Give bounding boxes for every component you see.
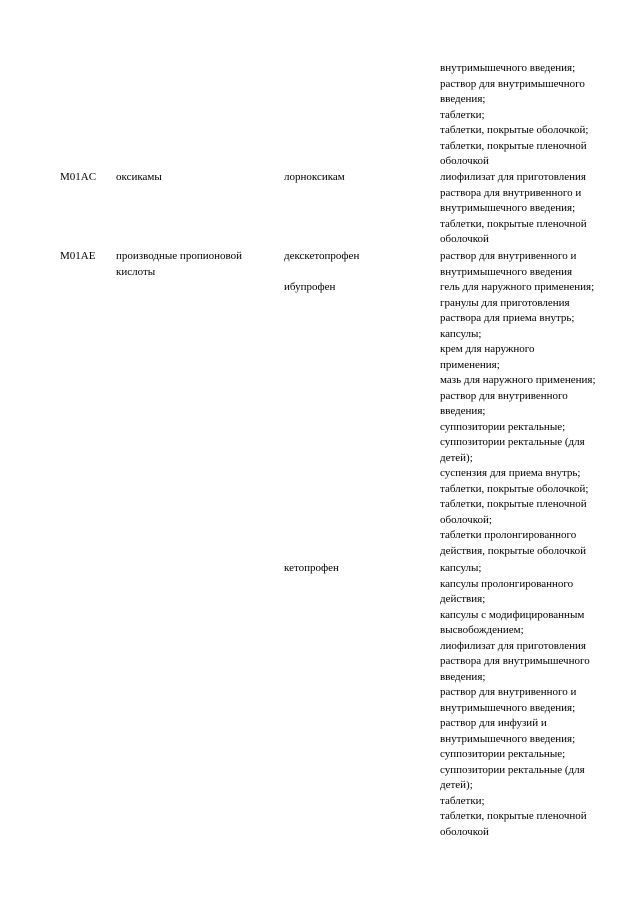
form-line: раствор для внутривенного и: [440, 686, 577, 698]
form-line: капсулы с модифицированным: [440, 608, 585, 621]
drug-name: кетопрофен: [284, 562, 339, 574]
form-line: капсулы пролонгированного: [440, 577, 574, 590]
form-line: раствор для внутривенного и: [440, 250, 577, 262]
form-line: таблетки;: [440, 794, 485, 807]
form-line: внутримышечного введения;: [440, 202, 576, 214]
form-line: лиофилизат для приготовления: [440, 639, 586, 652]
form-line: детей);: [440, 451, 473, 464]
form-line: таблетки, покрытые оболочкой;: [440, 124, 589, 136]
form-line: оболочкой: [440, 155, 489, 167]
form-line: действия, покрытые оболочкой: [440, 544, 587, 557]
dosage-forms: [440, 280, 620, 559]
drug-name: декскетопрофен: [284, 250, 360, 262]
atc-code: M01AC: [60, 171, 97, 183]
form-line: раствор для внутривенного: [440, 389, 568, 402]
dosage-forms: [440, 61, 620, 170]
form-line: внутримышечного введения;: [440, 62, 576, 74]
form-line: суспензия для приема внутрь;: [440, 467, 581, 479]
form-line: гель для наружного применения;: [440, 281, 595, 293]
group-name: [116, 249, 276, 280]
form-line: капсулы;: [440, 327, 482, 340]
form-line: введения;: [440, 670, 486, 683]
form-line: гранулы для приготовления: [440, 296, 570, 309]
form-line: таблетки, покрытые пленочной: [440, 139, 587, 152]
form-line: оболочкой;: [440, 513, 492, 526]
dosage-forms: [440, 249, 620, 280]
form-line: раствор для внутримышечного: [440, 77, 585, 90]
dosage-forms: [440, 170, 620, 248]
form-line: таблетки, покрытые пленочной: [440, 810, 587, 822]
form-line: таблетки;: [440, 108, 485, 121]
form-line: суппозитории ректальные (для: [440, 436, 585, 448]
group-line: кислоты: [116, 265, 156, 278]
form-line: внутримышечного введения: [440, 265, 573, 278]
form-line: раствора для внутримышечного: [440, 655, 590, 667]
group-line: оксикамы: [116, 171, 162, 183]
form-line: капсулы;: [440, 562, 482, 574]
atc-code: M01AE: [60, 250, 96, 262]
form-line: суппозитории ректальные;: [440, 748, 566, 760]
form-line: таблетки, покрытые пленочной: [440, 217, 587, 230]
form-line: таблетки пролонгированного: [440, 529, 577, 541]
form-line: крем для наружного: [440, 343, 535, 355]
form-line: применения;: [440, 358, 500, 371]
form-line: суппозитории ректальные (для: [440, 763, 585, 776]
form-line: таблетки, покрытые пленочной: [440, 498, 587, 510]
drug-name: ибупрофен: [284, 281, 336, 293]
group-name: [116, 170, 276, 186]
form-line: высвобождением;: [440, 624, 524, 636]
form-line: раствора для приема внутрь;: [440, 312, 575, 324]
form-line: внутримышечного введения;: [440, 732, 576, 745]
form-line: введения;: [440, 405, 486, 417]
form-line: суппозитории ректальные;: [440, 420, 566, 433]
form-line: действия;: [440, 593, 486, 605]
group-line: производные пропионовой: [116, 250, 242, 262]
form-line: раствор для инфузий и: [440, 717, 547, 729]
form-line: детей);: [440, 779, 473, 791]
form-line: мазь для наружного применения;: [440, 374, 596, 386]
dosage-forms: [440, 561, 620, 840]
form-line: оболочкой: [440, 825, 489, 838]
form-line: лиофилизат для приготовления: [440, 171, 586, 183]
form-line: таблетки, покрытые оболочкой;: [440, 482, 589, 495]
form-line: внутримышечного введения;: [440, 701, 576, 714]
form-line: оболочкой: [440, 233, 489, 245]
form-line: раствора для внутривенного и: [440, 186, 582, 199]
form-line: введения;: [440, 93, 486, 105]
drug-name: лорноксикам: [284, 171, 345, 183]
